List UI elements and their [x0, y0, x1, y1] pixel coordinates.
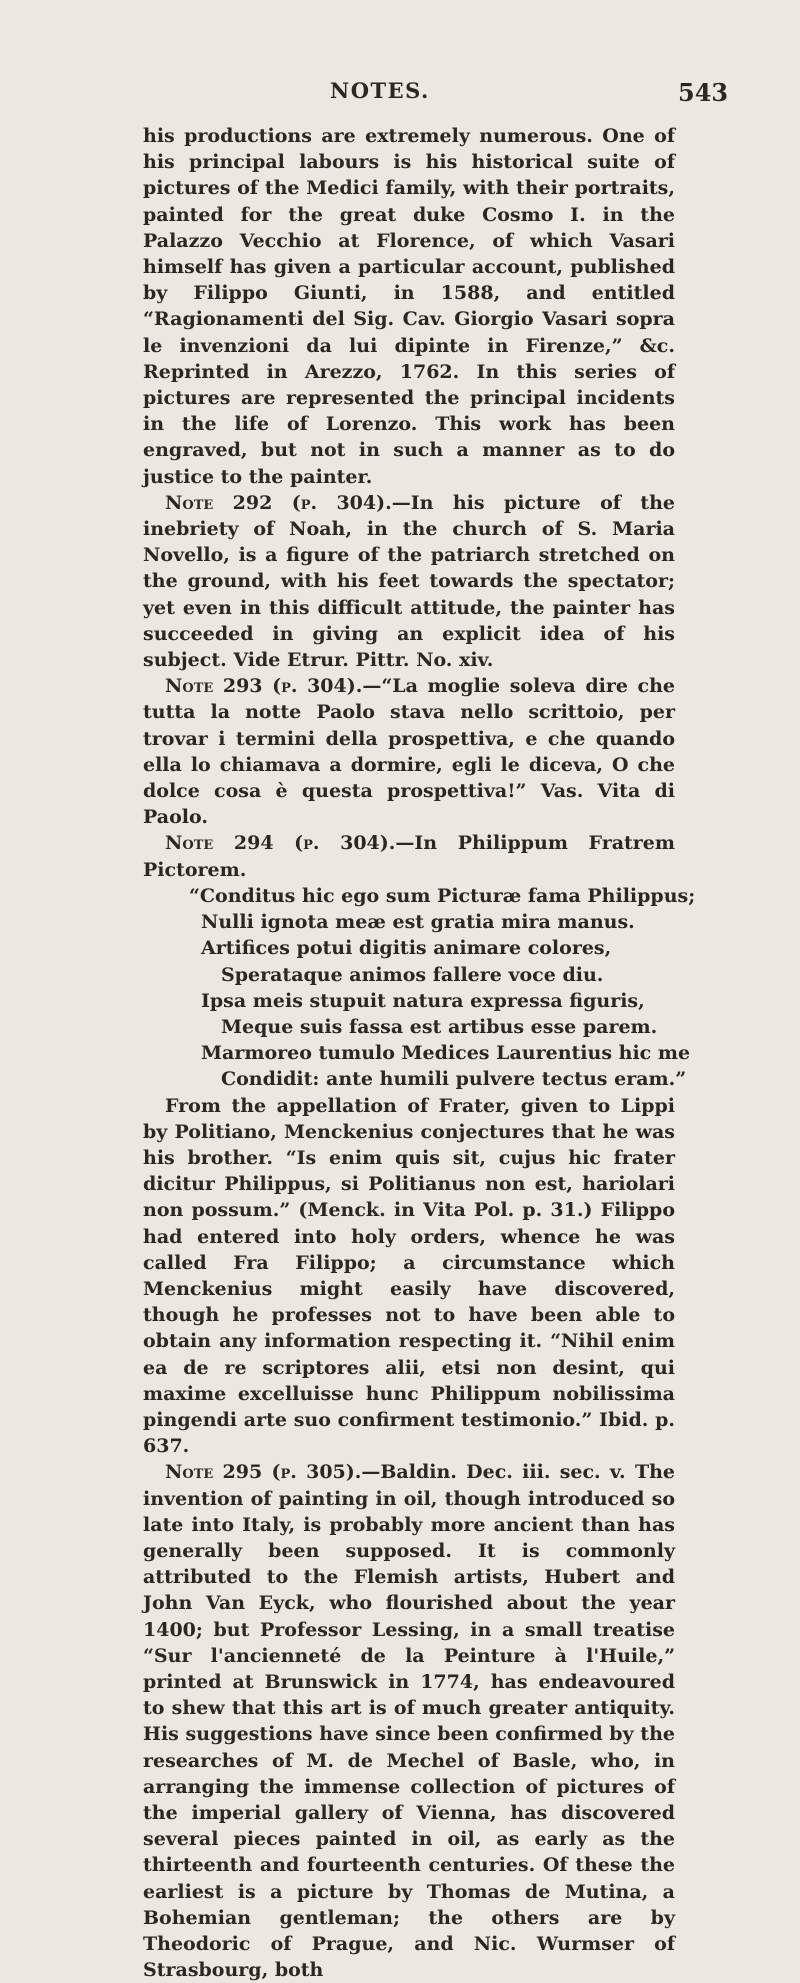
- paragraph-continuation: [143, 123, 675, 490]
- verse-line: Ipsa meis stupuit natura expressa figuris,: [201, 989, 645, 1012]
- verse-line: Nulli ignota meæ est gratia mira manus.: [201, 911, 635, 934]
- verse-line: “Conditus hic ego sum Picturæ fama Philippus;: [189, 884, 696, 907]
- body-text: [143, 123, 696, 1983]
- note-text: —“La moglie soleva dire che tutta la notte Paolo stava nello scrittoio, per trovar i termini della prospettiva, e che quando ella lo chiamava a dormire, egli le diceva, O che dolce cosa è questa prospettiva!” Vas. Vita di Paolo.: [143, 675, 675, 829]
- note-293: [143, 673, 675, 830]
- note-label: Note 292 (p. 304).: [165, 491, 392, 514]
- note-text: —In Philippum Fratrem Pictorem.: [143, 832, 675, 881]
- running-head: NOTES.: [330, 78, 430, 103]
- verse-line: Meque suis fassa est artibus esse parem.: [221, 1015, 658, 1038]
- verse-line: Artifices potui digitis animare colores,: [201, 937, 612, 960]
- paragraph-text: his productions are extremely numerous. One of his principal labours is his historical suite of pictures of the Medici family, with their portraits, painted for the great duke Cosmo I. in the Palazzo Vecchio at Florence, of which Vasari himself has given a particular account, published by Filippo Giunti, in 1588, and entitled “Ragionamenti del Sig. Cav. Giorgio Vasari sopra le invenzioni da lui dipinte in Firenze,” &c. Reprinted in Arezzo, 1762. In this series of pictures are represented the principal incidents in the life of Lorenzo. This work has been engraved, but not in such a manner as to do justice to the painter.: [143, 125, 675, 488]
- note-label: Note 294 (p. 304).: [165, 832, 396, 855]
- paragraph-after-verse: [143, 1093, 675, 1460]
- paragraph-text: From the appellation of Frater, given to Lippi by Politiano, Menckenius conjectures that he was his brother. “Is enim quis sit, cujus hic frater dicitur Philippus, si Politianus non est, hariolari non possum.” (Menck. in Vita Pol. p. 31.) Filippo had entered into holy orders, whence he was called Fra Filippo; a circumstance which Menckenius might easily have discovered, though he professes not to have been able to obtain any information respecting it. “Nihil enim ea de re scriptores alii, etsi non desint, qui maxime excelluisse hunc Philippum nobilissima pingendi arte suo confirment testimonio.” Ibid. p. 637.: [143, 1094, 675, 1458]
- note-text: —Baldin. Dec. iii. sec. v. The invention of painting in oil, though introduced so late into Italy, is probably more ancient than has generally been supposed. It is commonly attributed to the Flemish artists, Hubert and John Van Eyck, who flourished about the year 1400; but Professor Lessing, in a small treatise “Sur l'ancienneté de la Peinture à l'Huile,” printed at Brunswick in 1774, has endeavoured to shew that this art is of much greater antiquity. His suggestions have since been confirmed by the researches of M. de Mechel of Basle, who, in arranging the immense collection of pictures of the imperial gallery of Vienna, has discovered several pieces painted in oil, as early as the thirteenth and fourteenth centuries. Of these the earliest is a picture by Thomas de Mutina, a Bohemian gentleman; the others are by Theodoric of Prague, and Nic. Wurmser of Strasbourg, both: [143, 1461, 675, 1982]
- note-text: —In his picture of the inebriety of Noah, in the church of S. Maria Novello, is a figure of the patriarch stretched on the ground, with his feet towards the spectator; yet even in this difficult attitude, the painter has succeeded in giving an explicit idea of his subject. Vide Etrur. Pittr. No. xiv.: [143, 491, 675, 672]
- epitaph-verse: [143, 883, 696, 1093]
- verse-line: Marmoreo tumulo Medices Laurentius hic me: [201, 1042, 691, 1065]
- note-292: [143, 490, 675, 673]
- verse-line: Condidit: ante humili pulvere tectus eram.”: [221, 1068, 687, 1091]
- page-header: [0, 78, 800, 112]
- note-294: [143, 830, 675, 882]
- note-label: Note 293 (p. 304).: [165, 675, 363, 698]
- verse-line: Sperataque animos fallere voce diu.: [221, 963, 604, 986]
- note-label: Note 295 (p. 305).: [165, 1461, 362, 1484]
- note-295: [143, 1459, 675, 1983]
- page-number: 543: [678, 78, 729, 107]
